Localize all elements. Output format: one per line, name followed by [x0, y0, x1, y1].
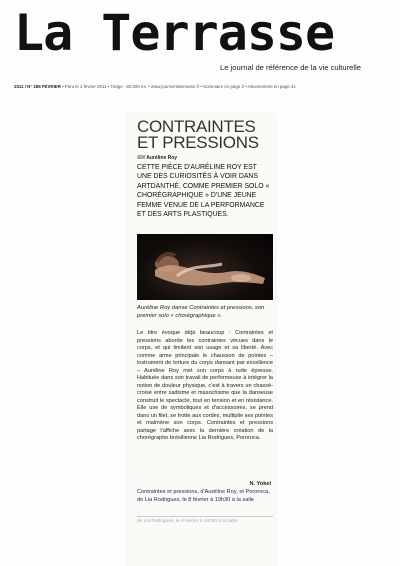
article-clipping	[127, 114, 275, 566]
footer-faint-text: de Lia Rodrigues, le 8 février à 19h30 à la salle	[137, 519, 238, 524]
issue-line	[14, 84, 386, 89]
dancer-figure-image	[137, 234, 273, 300]
issue-number: 2011 / N° 185 FÉVRIER	[14, 84, 61, 89]
dancer-photo	[137, 234, 273, 300]
practical-info: Contraintes et pressions, d'Auréline Roy, et Pororoca, de Lia Rodrigues, le 8 février à 19h30 à la salle	[137, 489, 270, 503]
article-signature: N. Yokel	[249, 481, 271, 487]
photo-caption: Auréline Roy danse Contraintes et pressions, son premier solo « chorégraphique ».	[137, 305, 265, 319]
issue-details: • Paru le 3 février 2011 • Tirage : 80.000 ex. • www.journal-laterrasse.fr • Sommaire en page 2 • Abonnement en page 41	[62, 84, 296, 89]
article-byline	[137, 155, 177, 161]
footer-divider	[137, 516, 273, 517]
masthead-tagline: Le journal de référence de la vie culturelle	[220, 63, 361, 72]
article-chapo: CETTE PIÈCE D'AURÉLINE ROY EST UNE DES CURIOSITÉS À VOIR DANS ARTDANTHÉ, COMME PREMIER SOLO « CHORÉGRAPHIQUE » D'UNE JEUNE FEMME VENUE DE LA PERFORMANCE ET DES ARTS PLASTIQUES.	[137, 164, 270, 219]
article-headline: CONTRAINTES ET PRESSIONS	[137, 117, 259, 152]
byline-author: Auréline Roy	[146, 155, 178, 161]
byline-hatch: /////////	[137, 155, 146, 161]
masthead-title: La Terrasse	[14, 4, 335, 62]
article-body: Le titre évoque déjà beaucoup : Contraintes et pressions aborde les contraintes vécues dans le corps, et qui limitent son usage et sa liberté. Avec comme arme principale le chausson de pointes – instrument de torture du corps dansant par excellence – Auréline Roy met son corps à rude épreuve. Habituée dans son travail de performeuse à intégrer la notion de douleur physique, c'est à travers un chassé-croisé entre sadisme et masochisme que la danseuse construit le spectacle, tout en tension et en résistance. Elle use de symboliques et d'accessoires, se prend dans un filet, se frotte aux cordes, multiplie ses pointes et malmène son corps. Contraintes et pressions partage l'affiche avec la dernière création de la chorégraphe brésilienne Lia Rodrigues, Pororoca.	[137, 330, 273, 441]
